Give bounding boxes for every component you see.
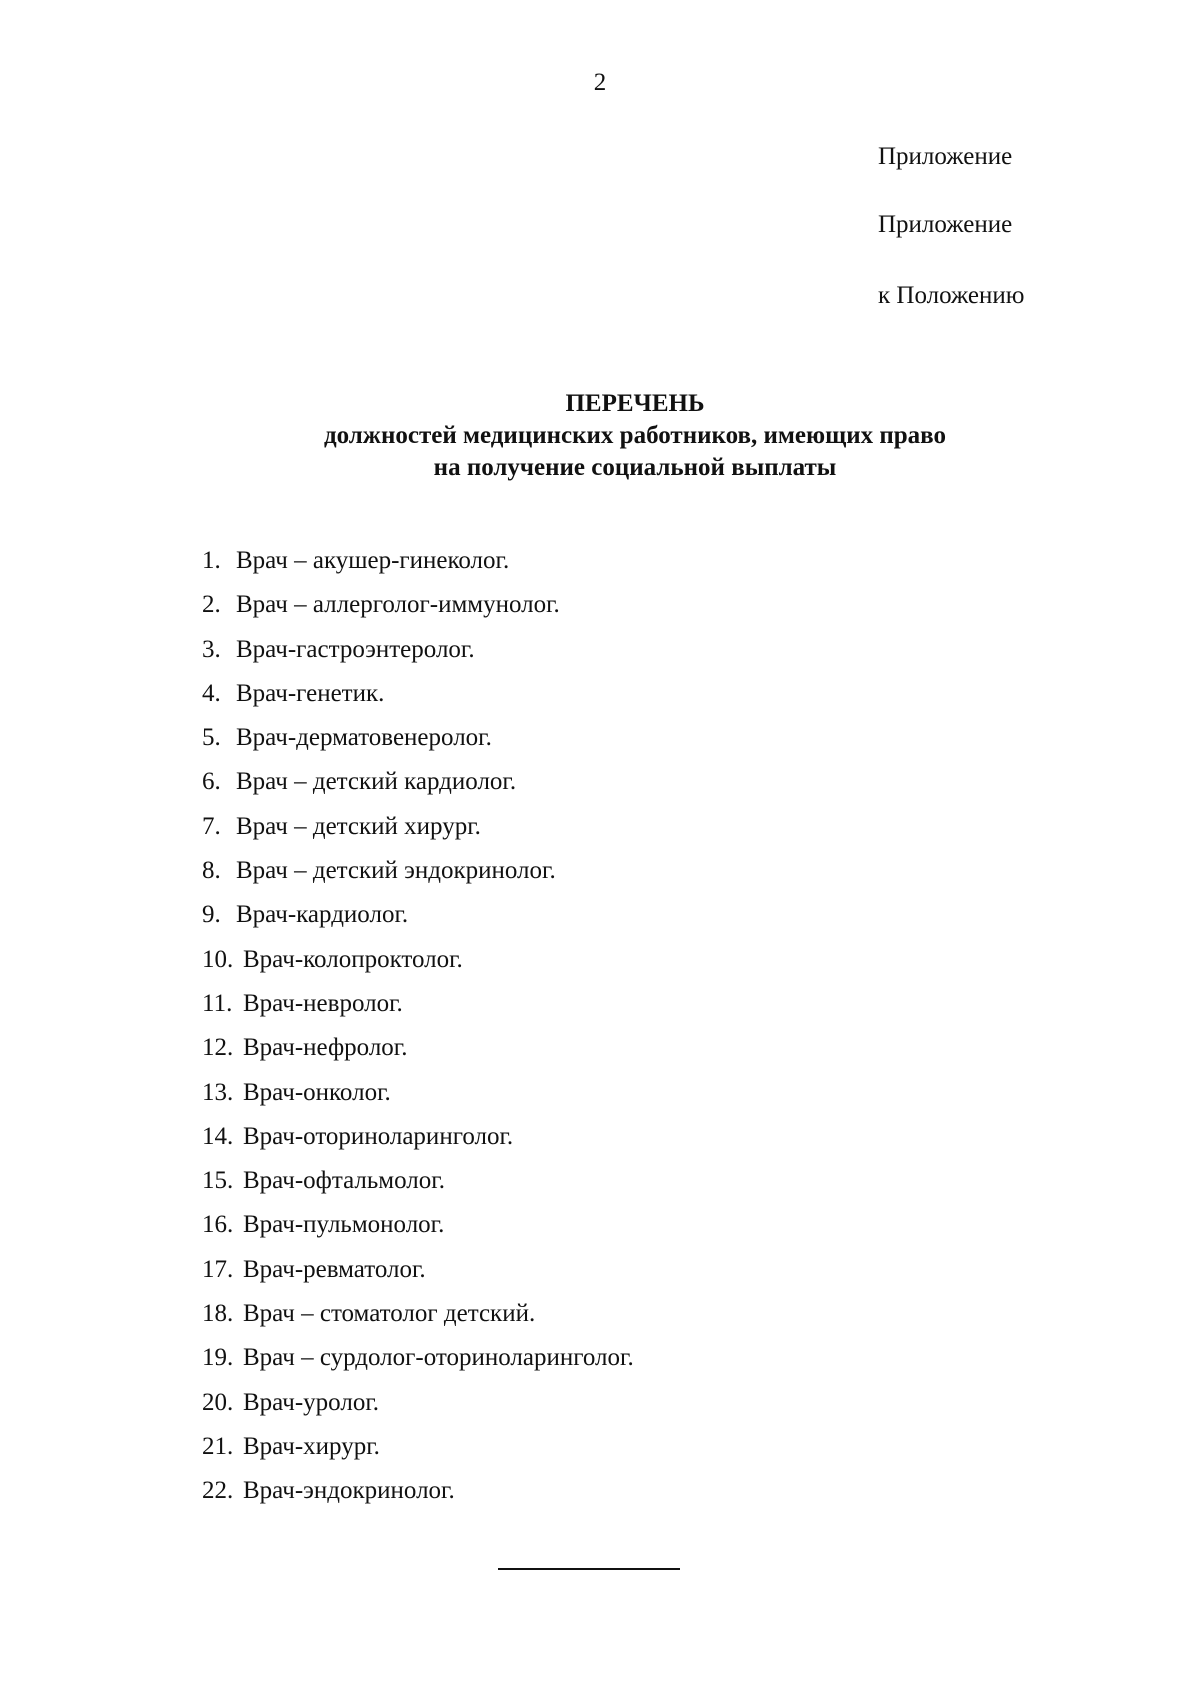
title-subtitle-line-2: на получение социальной выплаты (433, 454, 837, 481)
list-item-number: 16. (202, 1211, 234, 1239)
list-item-number: 2. (202, 591, 221, 619)
list-item-text: Врач-ревматолог. (243, 1255, 426, 1283)
list-item-number: 11. (202, 989, 233, 1017)
list-item-text: Врач-оториноларинголог. (243, 1122, 514, 1150)
list-item-text: Врач-нефролог. (243, 1034, 408, 1062)
list-item-number: 6. (202, 768, 221, 796)
list-item-number: 14. (202, 1122, 234, 1150)
title-heading: ПЕРЕЧЕНЬ (565, 390, 705, 417)
list-item-number: 15. (202, 1167, 234, 1195)
list-item-text: Врач-дерматовенеролог. (236, 724, 492, 752)
list-item-number: 22. (202, 1477, 234, 1505)
list-item-number: 4. (202, 679, 221, 707)
list-item-text: Врач-колопроктолог. (243, 945, 463, 973)
list-item-text: Врач-эндокринолог. (243, 1477, 455, 1505)
list-item-text: Врач – детский хирург. (236, 812, 481, 840)
list-item-number: 1. (202, 547, 221, 574)
list-item-number: 12. (202, 1034, 234, 1062)
list-item-number: 9. (202, 901, 221, 929)
list-item-text: Врач-кардиолог. (236, 901, 409, 929)
document-title (0, 388, 1200, 484)
list-item-number: 10. (202, 945, 234, 973)
list-item-number: 7. (202, 812, 221, 840)
list-item-text: Врач – детский кардиолог. (236, 768, 517, 796)
appendix-label: Приложение (878, 211, 1013, 238)
end-divider (498, 1568, 680, 1570)
list-item-text: Врач-гастроэнтеролог. (236, 635, 475, 663)
appendix-label: Приложение (878, 143, 1013, 170)
list-item-text: Врач-офтальмолог. (243, 1167, 445, 1195)
list-item-text: Врач-онколог. (243, 1078, 391, 1106)
list-item-text: Врач-невролог. (243, 989, 403, 1017)
list-item-text: Врач – аллерголог-иммунолог. (236, 591, 560, 619)
list-item-number: 18. (202, 1300, 234, 1328)
list-item-number: 21. (202, 1432, 234, 1460)
list-item-text: Врач – сурдолог-оториноларинголог. (243, 1344, 634, 1372)
list-item-number: 13. (202, 1078, 234, 1106)
list-item-text: Врач-уролог. (243, 1388, 379, 1416)
list-item-text: Врач-хирург. (243, 1432, 380, 1460)
list-item-number: 20. (202, 1388, 234, 1416)
list-item-number: 19. (202, 1344, 234, 1372)
list-item-text: Врач-пульмонолог. (243, 1211, 445, 1239)
appendix-reference: к Положению (878, 282, 1025, 309)
list-item-text: Врач – детский эндокринолог. (236, 857, 556, 885)
list-item-number: 5. (202, 724, 221, 752)
list-item-number: 8. (202, 857, 221, 885)
list-item-text: Врач-генетик. (236, 679, 385, 707)
list-item-text: Врач – стоматолог детский. (243, 1300, 536, 1328)
title-subtitle-line-1: должностей медицинских работников, имеющих право (323, 422, 947, 449)
page-number: 2 (593, 69, 607, 96)
list-item-text: Врач – акушер-гинеколог. (236, 547, 510, 574)
list-item-number: 3. (202, 635, 221, 663)
list-item-number: 17. (202, 1255, 234, 1283)
